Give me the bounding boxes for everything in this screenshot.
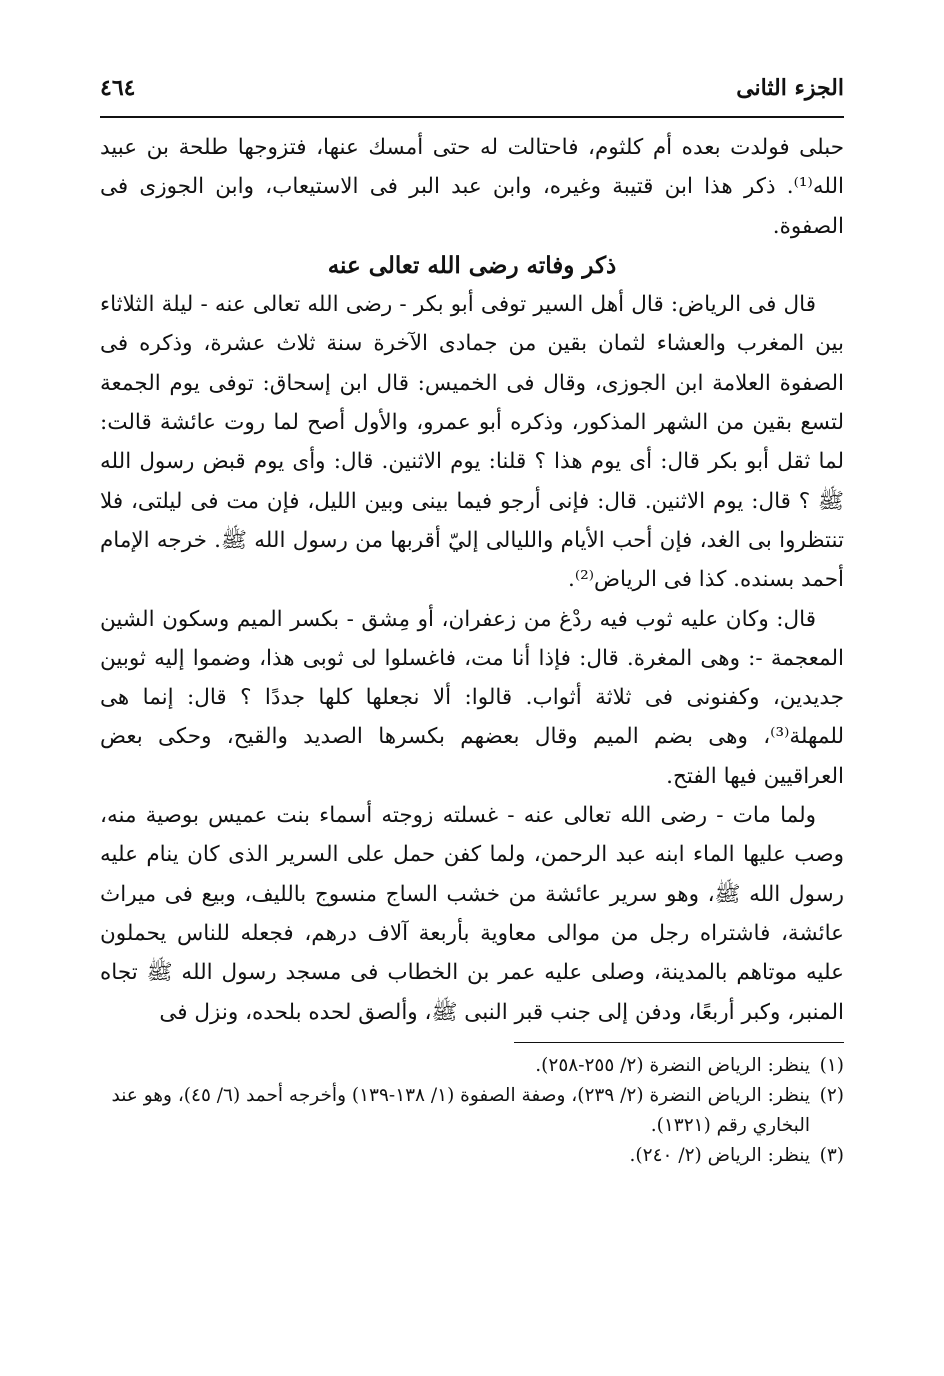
body-paragraph: قال فى الرياض: قال أهل السير توفى أبو بكر - رضى الله تعالى عنه - ليلة الثلاثاء بين المغرب والعشاء لثمان بقين من جمادى الآخرة سنة ثلاث عشرة، وذكره فى الصفوة العلامة ابن الجوزى، وقال فى الخميس: قال ابن إسحاق: توفى يوم الجمعة لتسع بقين من الشهر المذكور، وذكره أبو عمرو، والأول أصح لما روت عائشة قالت: لما ثقل أبو بكر قال: أى يوم هذا ؟ قلنا: يوم الاثنين. قال: وأى يوم قبض رسول الله ﷺ ؟ قال: يوم الاثنين. قال: فإنى أرجو فيما بينى وبين الليل، فإن مت فى ليلتى، فلا تنتظروا بى الغد، فإن أحب الأيام والليالى إليّ أقربها من رسول الله ﷺ. خرجه الإمام أحمد بسنده. كذا فى الرياض⁽²⁾. — [100, 292, 844, 593]
footnote-number: (٣) — [819, 1144, 844, 1166]
footnote — [100, 1141, 844, 1171]
footnote-text: ينظر: الرياض (٢/ ٢٤٠). — [629, 1144, 810, 1166]
book-page — [100, 60, 844, 1171]
footnotes — [100, 1051, 844, 1171]
footnote-text: ينظر: الرياض النضرة (٢/ ٢٥٥-٢٥٨). — [535, 1054, 810, 1076]
body-paragraph: قال: وكان عليه ثوب فيه ردْغ من زعفران، أو مِشق - بكسر الميم وسكون الشين المعجمة -: وهى المغرة. قال: فإذا أنا مت، فاغسلوا لى ثوبى هذا، وضموا إليه ثوبين جديدين، وكفنونى فى ثلاثة أثواب. قالوا: ألا نجعلها كلها جددًا ؟ قال: إنما هى للمهلة⁽³⁾، وهى بضم الميم وقال بعضهم بكسرها الصديد والقيح، وحكى بعض العراقيين فيها الفتح. — [100, 606, 844, 789]
footnote-number: (٢) — [819, 1084, 844, 1106]
page-number: ٤٦٤ — [100, 75, 136, 101]
section-heading: ذكر وفاته رضى الله تعالى عنه — [327, 251, 617, 279]
footnote — [100, 1081, 844, 1141]
footnote-number: (١) — [819, 1054, 844, 1076]
footnote-divider — [514, 1042, 844, 1043]
footnote-text: ينظر: الرياض النضرة (٢/ ٢٣٩)، وصفة الصفوة (١/ ١٣٨-١٣٩) وأخرجه أحمد (٦/ ٤٥)، وهو عند البخاري رقم (١٣٢١). — [111, 1084, 810, 1136]
running-header — [100, 60, 844, 118]
running-title: الجزء الثانى — [736, 75, 844, 101]
footnote — [100, 1051, 844, 1081]
body-paragraph: حبلى فولدت بعده أم كلثوم، فاحتالت له حتى أمسك عنها، فتزوجها طلحة بن عبيد الله⁽¹⁾. ذكر هذا ابن قتيبة وغيره، وابن عبد البر فى الاستيعاب، وابن الجوزى فى الصفوة. — [100, 135, 844, 239]
body-paragraph: ولما مات - رضى الله تعالى عنه - غسلته زوجته أسماء بنت عميس بوصية منه، وصب عليها الماء ابنه عبد الرحمن، ولما كفن حمل على السرير الذى كان ينام عليه رسول الله ﷺ، وهو سرير عائشة من خشب الساج منسوج بالليف، وبيع فى ميراث عائشة، فاشتراه رجل من موالى معاوية بأربعة آلاف درهم، فجعله للناس يحملون عليه موتاهم بالمدينة، وصلى عليه عمر بن الخطاب فى مسجد رسول الله ﷺ تجاه المنبر، وكبر أربعًا، ودفن إلى جنب قبر النبى ﷺ، وألصق لحده بلحده، ونزل فى — [100, 803, 844, 1025]
